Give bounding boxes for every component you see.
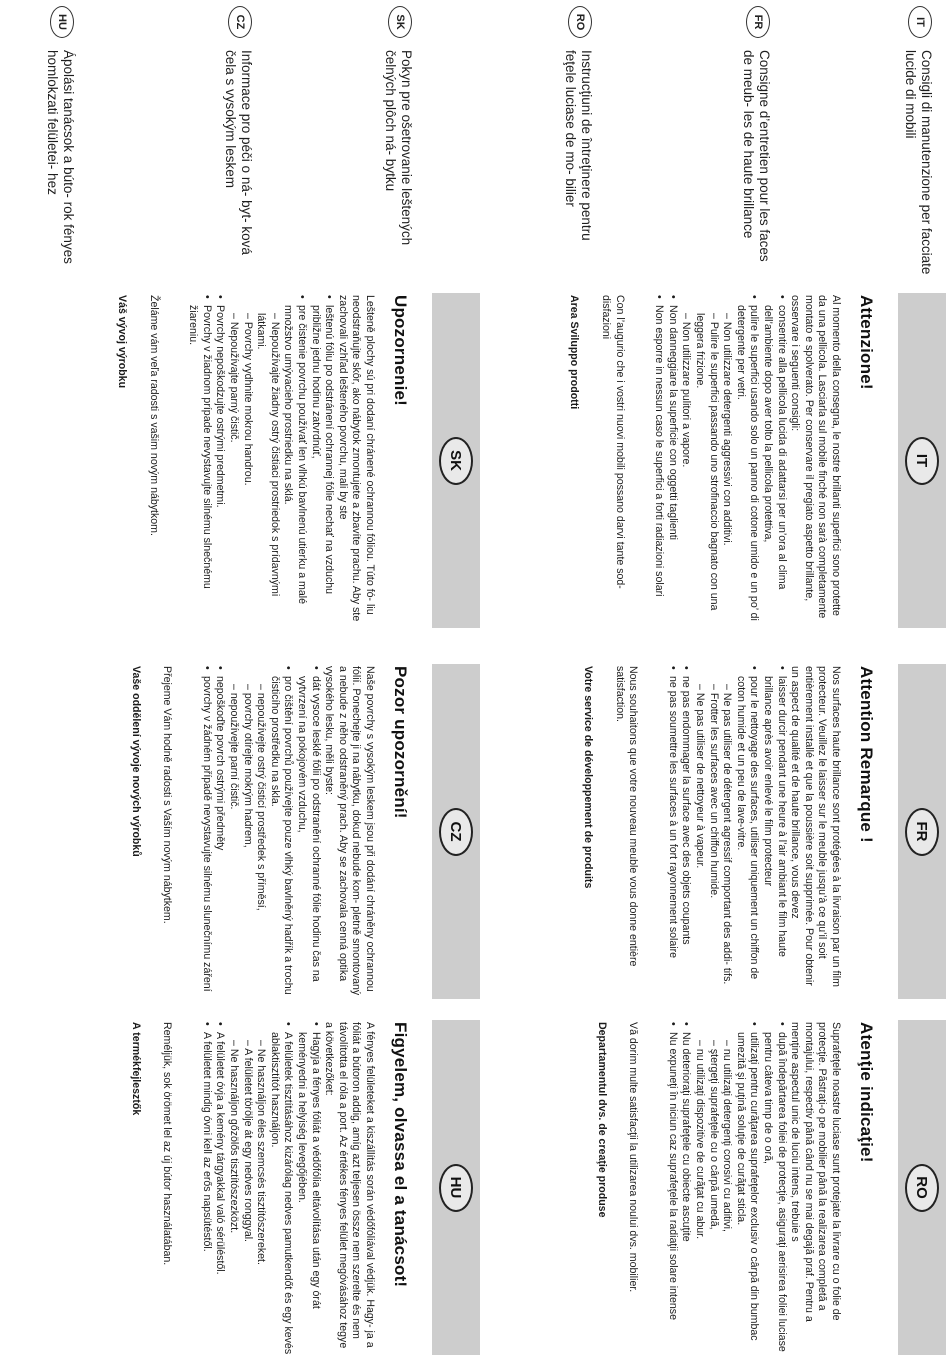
language-code-badge: RO (568, 6, 592, 38)
index-label: Consigli di manutenzione per facciate lucide di mobili (903, 50, 934, 275)
bullet-item: • A felületet óvja a kemény tárgyakkal való sérüléstől. (213, 1022, 227, 1355)
section-fr (582, 664, 946, 999)
intro-paragraph: Nos surfaces haute brillance sont protégées à la livraison par un film protecteur. Veuillez le laisser sur le meuble jusqu’à ce qu’il soit entièrement installé et que la poussière soit supprimée. Pour obtenir un aspect de qualité et de haute brillance, vous devez (789, 666, 842, 987)
sub-item: – nu utilizaţi dispozitive de curăţat cu abur. (694, 1040, 707, 1240)
sub-item: – Ne pas utiliser de nettoyeur à vapeur. (694, 684, 707, 869)
section-title: Pozor upozornění! (391, 666, 410, 819)
index-entry-ro (562, 6, 594, 275)
closing-sentence: Con l’augurio che i vostri nuovi mobili possano darvi tante sod- disfazioni (600, 295, 626, 589)
index-label: Ápolási tanácsok a búto- rok fényes homlokzati felületei- hez (45, 50, 76, 264)
language-code-badge: RO (905, 1164, 939, 1212)
bullet-item: • nepoškoďte povrch ostrými předměty (213, 666, 227, 999)
language-header-band (432, 1020, 480, 1355)
sub-item: – Ne használjon gőzölős tisztítószezközt. (228, 1040, 241, 1234)
bullet-item: • leštenú fóliu po odstránení ochrannej fólie nechať na vzduchu približne jednu hodinu zatvrdnúť, (308, 295, 335, 628)
language-code-badge: CZ (228, 6, 252, 38)
index-entry-it (902, 6, 934, 275)
language-code-badge: CZ (439, 808, 473, 856)
bullet-item: • A felületek tisztításához kizárólag nedves pamutkendőt és egy kevés ablaktisztítót használjon. (267, 1022, 294, 1355)
index-label: Informace pro péči o ná- byt- ková čela s vysokým leskem (223, 50, 254, 255)
language-code-badge: HU (50, 6, 74, 38)
language-header-band (898, 664, 946, 999)
closing-sentence: Želáme vám veľa radosti s vašim novým nábytkom. (147, 295, 160, 536)
section-title: Attenzione! (857, 295, 876, 390)
sub-item: – Frotter les surfaces avec un chiffon humide. (707, 684, 720, 899)
instruction-list (199, 1020, 321, 1355)
bullet-item: • dát vysoce lesklé fólii po odstranění ochranné fólie hodinu čas na vytvrzení na pokojovém vzduchu, (294, 666, 321, 999)
sub-item: – povrchy otírejte mokrým hadrem, (241, 684, 254, 848)
intro-paragraph: Naše povrchy s vysokým leskem jsou při dodání chráněny ochrannou fólií. Ponechejte ji na nábytku, dokud nebude kom- pletně smontovaný a nebude z něho odstraněný prach. Aby se zachovala cenná optika vysokého lesku, měli byste: (323, 666, 376, 996)
intro-paragraph: Lešteně plochy sú pri dodaní chránené ochrannou fóliou. Túto fó- liu neodstraňujte skôr, ako nábytok zmontujete a zbavíte prachu. Aby ste zachovali vzhľad lešteného povrchu, mali by ste (336, 295, 376, 622)
index-entry-fr (740, 6, 772, 275)
language-code-badge: SK (388, 6, 412, 38)
bullet-item: • Povrchy v žiadnom prípade nevystavujte silnému slnečnému žiareniu. (186, 295, 213, 628)
instruction-list (652, 293, 788, 628)
sub-item: – Ne pas utiliser de détergent agressif comportant des addi- tifs. (721, 684, 734, 985)
sub-item: – nu utilizaţi detergenţi corosivi cu aditivi, (721, 1040, 734, 1232)
bullet-item: • Non esporre in nessun caso le superfici a forti radiazioni solari (652, 295, 666, 628)
index-entry-sk (382, 6, 414, 275)
intro-paragraph: Al momento della consegna, le nostre brillanti superfici sono protette da una pellicola. Lasciarla sul mobile finché non sarà completamente montato e spolverato. Per conservare il pregiato aspetto brillante, osservare i seguenti consigli: (789, 295, 842, 619)
language-code-badge: FR (746, 6, 770, 38)
section-title: Attention Remarque ! (857, 666, 876, 843)
bullet-item: • ne pas soumettre les surfaces à un fort rayonnement solaire (665, 666, 679, 999)
bullet-item: • pro čištění povrchů používejte pouze vlhký bavlněný hadřík a trochu čisticího prostředku na skla. (267, 666, 294, 999)
instruction-list (199, 664, 321, 999)
sub-item: – Pulire le superfici passando uno strofinaccio bagnato con una leggera frizione. (694, 313, 720, 611)
bullet-item: • utilizaţi pentru curăţarea suprafeţelor exclusiv o cârpă din bumbac umezită şi puţină soluţie de curăţat sticla. (733, 1022, 760, 1355)
instruction-list (665, 664, 787, 999)
language-code-badge: SK (439, 437, 473, 485)
instruction-list (665, 1020, 787, 1355)
sub-item: – nepoužívejte ostrý čisticí prostředek s příměsí, (255, 684, 268, 911)
sub-item: – Non utilizzare detergenti aggressivi con additivi. (721, 313, 734, 546)
sub-item: – Nepoužívajte parný čistič. (228, 313, 241, 443)
closing-sentence: Vă dorim multe satisfacţii la utilizarea noului dvs. mobilier. (627, 1022, 640, 1293)
section-title: Figyelem, olvassa el a tanácsot! (391, 1022, 410, 1288)
bullet-item: • Non danneggiare la superficie con oggetti taglienti (665, 295, 679, 628)
index-label: Instrucţiuni de întreţinere pentru feţele luciase de mo- bilier (563, 50, 594, 241)
sub-item: – nepoužívejte parní čistič. (228, 684, 241, 810)
bullet-item: • Hagyja a fényes fóliát a védőfólia eltávolítása után egy órát keményedni a helyiség levegőjében. (294, 1022, 321, 1355)
bullet-item: • pulire le superfici usando solo un panno di cotone umido e un po’ di detergente per vetri. (733, 295, 760, 628)
sub-item: – ştergeţi suprafeţele cu o cârpă umedă, (707, 1040, 720, 1230)
bullet-item: • Nu expuneţi în niciun caz suprafeţele la radiaţii solare intense (665, 1022, 679, 1355)
section-ro (596, 1020, 946, 1355)
intro-paragraph: Suprafeţele noastre luciase sunt protejate la livrare cu o folie de protecţie. Păstraţi-o pe mobilier până la realizarea completă a montajului, respectiv până când nu se mai degajă praf. Pentru a menţine aspectul unic de luciu intens, trebuie s (789, 1022, 842, 1322)
bullet-item: • laisser durcir pendant une heure à l’air ambiant le film haute brillance après avoir enlevé le film protecteur (760, 666, 787, 999)
closing-sentence: Nous souhaitons que votre nouveau meuble vous donne entière satisfaction. (613, 666, 640, 967)
language-code-badge: FR (905, 808, 939, 856)
section-hu (130, 1020, 480, 1355)
intro-paragraph: A fényes felületeket a kiszállítás során védőfóliával védjük. Hagy- ja a fóliát a bútoron addig, amíg azt teljesen össze nem szerelte és nem távolította el róla a port. Az értékes fényes felület megóvásához tegye a következőket: (323, 1022, 376, 1349)
index-label: Consigne d’entretien pour les faces de meub- les de haute brillance (741, 50, 772, 262)
sub-item: – Ne használjon éles szemcsés tisztítószereket. (255, 1040, 268, 1265)
bullet-item: • pre čistenie povrchu používať len vlhkú bavlnenú utierku a malé množstvo umývacieho prostriedku na sklá. (281, 295, 308, 628)
instruction-list (186, 293, 336, 628)
signature: Váš vývoj výrobku (116, 295, 129, 389)
language-code-badge: IT (905, 437, 939, 485)
section-cz (130, 664, 480, 999)
signature: Departamentul dvs. de creaţie produse (595, 1022, 608, 1218)
bullet-item: • ne pas endommager la surface avec des objets coupants (679, 666, 693, 999)
signature: Area Sviluppo prodotti (568, 295, 581, 410)
section-title: Atenţie indicaţie! (857, 1022, 876, 1163)
language-code-badge: HU (439, 1164, 473, 1212)
language-header-band (432, 664, 480, 999)
index-entry-hu (44, 6, 76, 275)
language-header-band (432, 293, 480, 628)
sub-item: – Povrchy vydhnite mokrou handrou. (241, 313, 254, 486)
bullet-item: • povrchy v žádném případě nevystavujte silnému slunečnímu záření (199, 666, 213, 999)
section-title: Upozornenie! (391, 295, 410, 407)
bullet-item: • A felületet mindig óvni kell az erős napsütéstől. (199, 1022, 213, 1355)
language-header-band (898, 1020, 946, 1355)
section-sk (116, 293, 480, 628)
signature: Votre service de développement de produits (582, 666, 595, 889)
index-entry-cz (222, 6, 254, 275)
closing-sentence: Reméljük, sok örömet lel az új bútor használatában. (161, 1022, 174, 1266)
language-code-badge: IT (908, 6, 932, 38)
language-index-strip (0, 0, 950, 283)
sub-item: – A felületet törölje át egy nedves ronggyal. (241, 1040, 254, 1243)
language-header-band (898, 293, 946, 628)
signature: Vaše oddělení vývoje nových výrobků (129, 666, 142, 857)
closing-sentence: Přejeme Vám hodně radosti s Vaším novým nábytkem. (161, 666, 174, 924)
bullet-item: • pour le nettoyage des surfaces, utiliser uniquement un chiffon de coton humide et un peu de lave-vitre. (733, 666, 760, 999)
bullet-item: • după îndepărtarea foliei de protecţie, asiguraţi aerisirea foliei luciase pentru câteva timp de o oră, (760, 1022, 787, 1355)
index-label: Pokyn pre ošetrovanie leštených čelných plôch ná- bytku (383, 50, 414, 246)
sub-item: – Non utilizzare pulitori a vapore. (680, 313, 693, 468)
section-it (569, 293, 947, 628)
bullet-item: • consentire alla pellicola lucida di adattarsi per un’ora al clima dell’ambiente dopo aver tolto la pellicola protettiva, (760, 295, 787, 628)
sub-item: – Nepoužívajte žiadny ostrý čistiaci prostriedok s prídavnými látkami. (255, 313, 281, 597)
signature: A termékfejlesztők (129, 1022, 142, 1116)
bullet-item: • Nu deterioraţi suprafeţele cu obiecte ascuţite (679, 1022, 693, 1355)
bullet-item: • Povrchy nepoškodzujte ostrými predmetmi. (213, 295, 227, 628)
